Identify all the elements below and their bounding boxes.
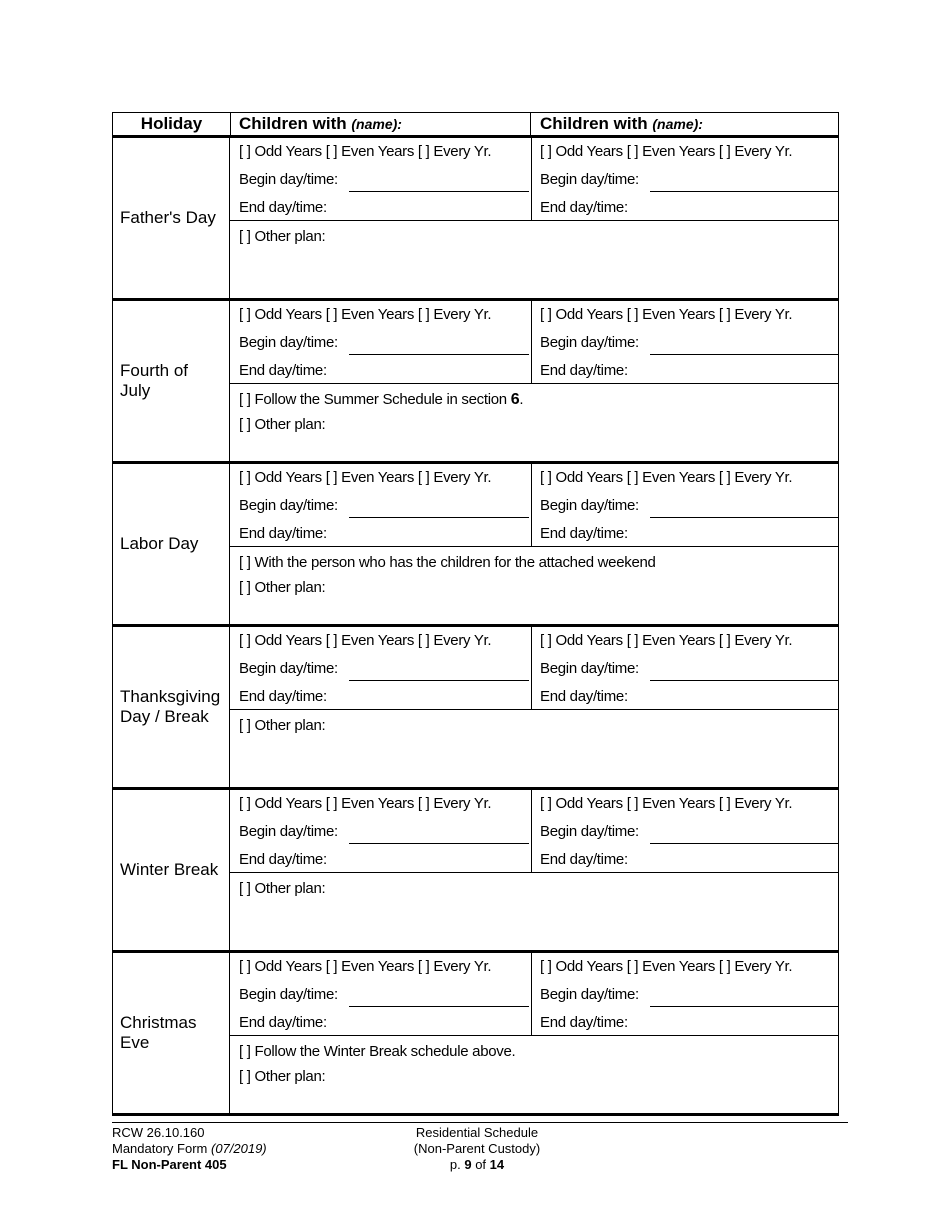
end-label-a: End day/time: [239,851,327,868]
end-label-b: End day/time: [540,1014,628,1031]
years-options-a[interactable]: [ ] Odd Years [ ] Even Years [ ] Every Yr. [239,632,492,649]
col-b-header: Children with (name): [540,114,703,133]
years-options-b[interactable]: [ ] Odd Years [ ] Even Years [ ] Every Yr. [540,958,793,975]
begin-field-b[interactable] [650,843,838,844]
years-options-a[interactable]: [ ] Odd Years [ ] Even Years [ ] Every Yr. [239,306,492,323]
rcw-ref: RCW 26.10.160 [112,1125,205,1140]
begin-field-b[interactable] [650,1006,838,1007]
years-options-a[interactable]: [ ] Odd Years [ ] Even Years [ ] Every Yr. [239,469,492,486]
row-divider [230,383,838,384]
doc-title: Residential Schedule [415,1125,539,1140]
begin-field-a[interactable] [349,1006,529,1007]
row-divider [230,546,838,547]
years-options-b[interactable]: [ ] Odd Years [ ] Even Years [ ] Every Yr. [540,632,793,649]
other-plan-option[interactable]: [ ] Other plan: [239,228,326,245]
column-divider [531,953,532,1036]
column-divider [531,627,532,710]
column-divider [531,138,532,221]
footer-left [112,1125,267,1173]
end-label-b: End day/time: [540,525,628,542]
begin-field-b[interactable] [650,517,838,518]
holiday-label: Winter Break [113,790,230,950]
footer-center [362,1125,592,1173]
other-plan-option[interactable]: [ ] Other plan: [239,1068,326,1085]
begin-label-b: Begin day/time: [540,171,639,188]
begin-field-b[interactable] [650,191,838,192]
holiday-row [112,953,839,1116]
col-a-header: Children with (name): [231,113,531,136]
begin-label-b: Begin day/time: [540,660,639,677]
end-label-a: End day/time: [239,199,327,216]
begin-label-b: Begin day/time: [540,497,639,514]
form-id: FL Non-Parent 405 [112,1157,227,1172]
holiday-row [112,301,839,464]
holiday-row [112,464,839,627]
end-label-a: End day/time: [239,1014,327,1031]
years-options-b[interactable]: [ ] Odd Years [ ] Even Years [ ] Every Yr. [540,306,793,323]
years-options-b[interactable]: [ ] Odd Years [ ] Even Years [ ] Every Yr. [540,795,793,812]
mandatory-form: Mandatory Form (07/2019) [112,1141,267,1156]
row-divider [230,709,838,710]
table-header [112,112,839,138]
years-options-a[interactable]: [ ] Odd Years [ ] Even Years [ ] Every Yr. [239,958,492,975]
years-options-a[interactable]: [ ] Odd Years [ ] Even Years [ ] Every Yr. [239,795,492,812]
holiday-label: Father's Day [113,138,230,298]
column-divider [531,301,532,384]
other-plan-option[interactable]: [ ] Other plan: [239,717,326,734]
holiday-note[interactable]: [ ] Follow the Summer Schedule in section 6. [239,391,524,408]
schedule-table [112,112,839,1116]
years-options-b[interactable]: [ ] Odd Years [ ] Even Years [ ] Every Yr. [540,469,793,486]
end-label-a: End day/time: [239,525,327,542]
page-footer [112,1122,848,1172]
begin-field-a[interactable] [349,843,529,844]
page-number: p. 9 of 14 [449,1157,505,1172]
row-divider [230,1035,838,1036]
end-label-b: End day/time: [540,688,628,705]
begin-field-a[interactable] [349,680,529,681]
holiday-label: Labor Day [113,464,230,624]
holiday-label: Christmas Eve [113,953,230,1113]
begin-label-a: Begin day/time: [239,334,338,351]
begin-field-a[interactable] [349,517,529,518]
holiday-label: Thanksgiving Day / Break [113,627,230,787]
years-options-b[interactable]: [ ] Odd Years [ ] Even Years [ ] Every Yr. [540,143,793,160]
begin-label-a: Begin day/time: [239,823,338,840]
doc-subtitle: (Non-Parent Custody) [413,1141,541,1156]
end-label-a: End day/time: [239,688,327,705]
begin-field-a[interactable] [349,191,529,192]
end-label-b: End day/time: [540,362,628,379]
begin-label-a: Begin day/time: [239,171,338,188]
row-divider [230,872,838,873]
end-label-b: End day/time: [540,199,628,216]
begin-field-a[interactable] [349,354,529,355]
begin-label-a: Begin day/time: [239,660,338,677]
other-plan-option[interactable]: [ ] Other plan: [239,579,326,596]
begin-label-a: Begin day/time: [239,986,338,1003]
begin-label-b: Begin day/time: [540,334,639,351]
other-plan-option[interactable]: [ ] Other plan: [239,880,326,897]
begin-field-b[interactable] [650,354,838,355]
holiday-note[interactable]: [ ] With the person who has the children for the attached weekend [239,554,656,571]
begin-label-a: Begin day/time: [239,497,338,514]
holiday-row [112,138,839,301]
holiday-row [112,790,839,953]
holiday-row [112,627,839,790]
holiday-header: Holiday [113,113,231,136]
column-divider [531,464,532,547]
begin-field-b[interactable] [650,680,838,681]
holiday-note[interactable]: [ ] Follow the Winter Break schedule above. [239,1043,516,1060]
column-divider [531,790,532,873]
end-label-a: End day/time: [239,362,327,379]
row-divider [230,220,838,221]
end-label-b: End day/time: [540,851,628,868]
years-options-a[interactable]: [ ] Odd Years [ ] Even Years [ ] Every Yr. [239,143,492,160]
other-plan-option[interactable]: [ ] Other plan: [239,416,326,433]
holiday-label: Fourth of July [113,301,230,461]
begin-label-b: Begin day/time: [540,823,639,840]
begin-label-b: Begin day/time: [540,986,639,1003]
